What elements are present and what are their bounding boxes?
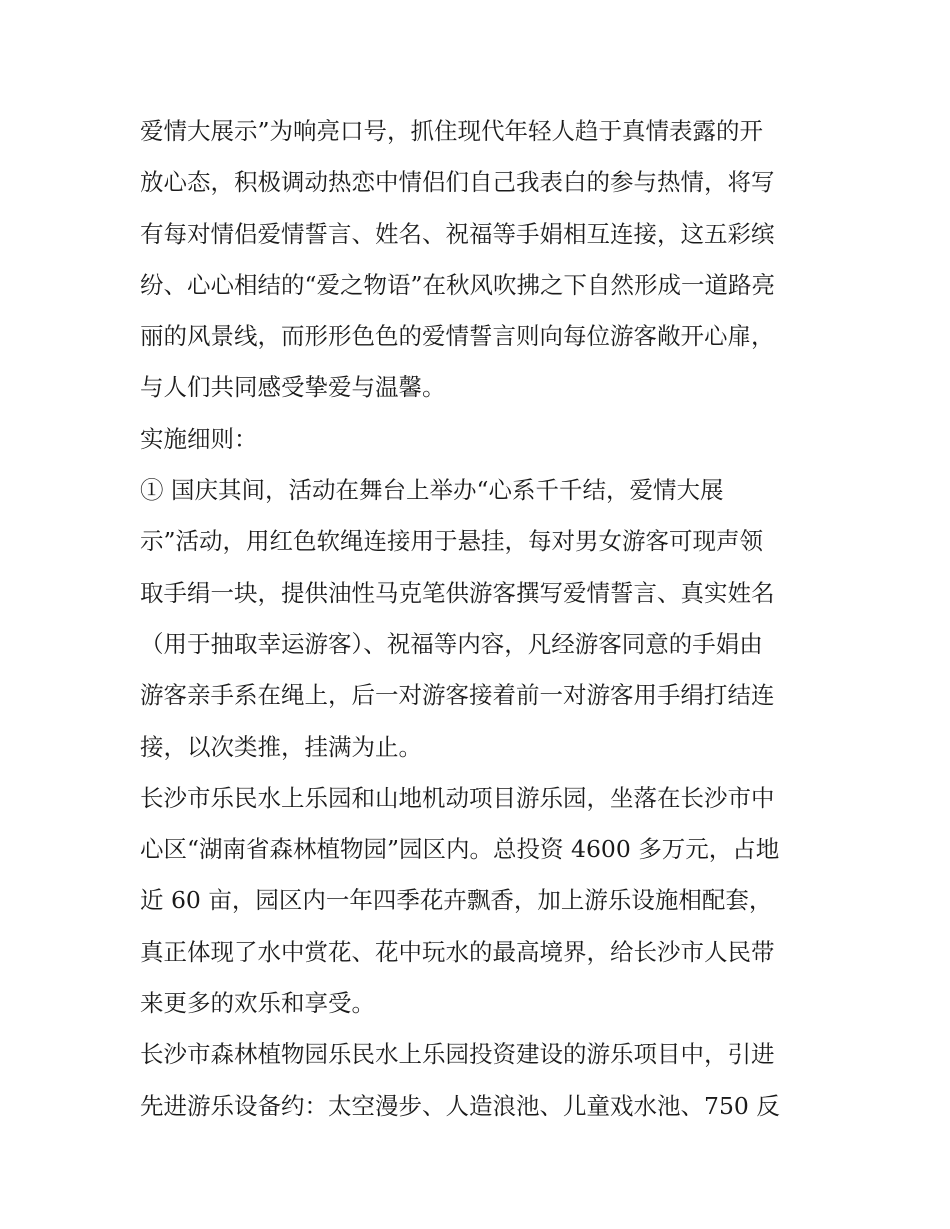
text-line: 近 60 亩，园区内一年四季花卉飘香，加上游乐设施相配套，: [140, 886, 773, 915]
text-line: 游客亲手系在绳上，后一对游客接着前一对游客用手绢打结连: [140, 681, 775, 710]
text-line: 先进游乐设备约：太空漫步、人造浪池、儿童戏水池、750 反: [140, 1091, 780, 1120]
text-line: 接，以次类推，挂满为止。: [140, 732, 422, 761]
text-line: 长沙市森林植物园乐民水上乐园投资建设的游乐项目中，引进: [140, 1040, 775, 1069]
text-line: 来更多的欢乐和享受。: [140, 989, 375, 1018]
text-line: 示”活动，用红色软绳连接用于悬挂，每对男女游客可现声领: [140, 527, 764, 556]
section-heading: 实施细则：: [140, 424, 258, 453]
text-line: 真正体现了水中赏花、花中玩水的最高境界，给长沙市人民带: [140, 937, 775, 966]
text-line: 取手绢一块，提供油性马克笔供游客撰写爱情誓言、真实姓名: [140, 578, 775, 607]
text-line: 长沙市乐民水上乐园和山地机动项目游乐园，坐落在长沙市中: [140, 783, 775, 812]
document-body: [140, 106, 820, 1132]
text-line: 心区“湖南省森林植物园”园区内。总投资 4600 多万元，占地: [140, 835, 780, 864]
text-line: ① 国庆其间，活动在舞台上举办“心系千千结，爱情大展: [140, 476, 724, 505]
text-line: 有每对情侣爱情誓言、姓名、祝福等手娟相互连接，这五彩缤: [140, 219, 775, 248]
text-line: 与人们共同感受挚爱与温馨。: [140, 373, 446, 402]
text-line: （用于抽取幸运游客）、祝福等内容，凡经游客同意的手娟由: [140, 629, 763, 658]
text-line: 爱情大展示”为响亮口号，抓住现代年轻人趋于真情表露的开: [140, 117, 764, 145]
text-line: 纷、心心相结的“爱之物语”在秋风吹拂之下自然形成一道路亮: [140, 270, 776, 299]
text-line: 放心态，积极调动热恋中情侣们自己我表白的参与热情，将写: [140, 168, 775, 197]
text-line: 丽的风景线，而形形色色的爱情誓言则向每位游客敞开心扉，: [140, 322, 775, 351]
